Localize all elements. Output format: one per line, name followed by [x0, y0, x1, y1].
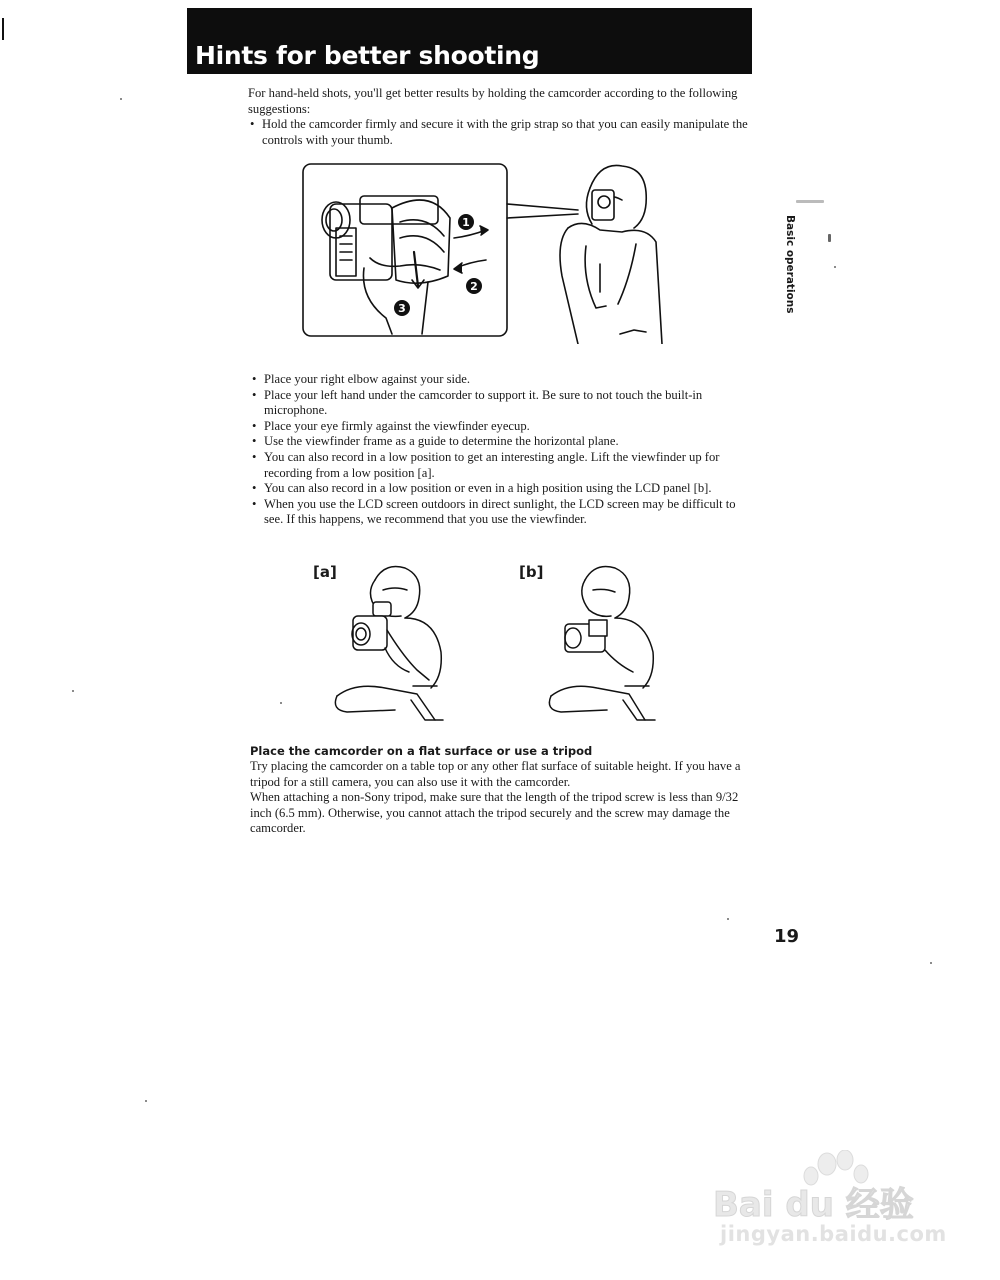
tip-left-hand: • Place your left hand under the camcorder to support it. Be sure to not touch the built-in microphone.: [250, 388, 750, 419]
tips-list: [250, 372, 750, 528]
figure-camcorder-grip: [300, 158, 670, 344]
intro-paragraph: For hand-held shots, you'll get better results by holding the camcorder according to the following suggestions:: [248, 86, 738, 116]
bullet-grip-strap: • Hold the camcorder firmly and secure it with the grip strap so that you can easily manipulate the controls with your thumb.: [248, 117, 753, 148]
tripod-paragraph-2: When attaching a non-Sony tripod, make sure that the length of the tripod screw is less than 9/32 inch (6.5 mm). Otherwise, you cannot attach the tripod securely and the screw may damage the camcorder.: [250, 790, 739, 836]
figure-a-illustration: [325, 560, 450, 722]
tripod-section: [250, 744, 752, 837]
figure-b-label: [b]: [519, 563, 544, 581]
baidu-watermark-logo: [705, 1150, 985, 1270]
watermark-url: jingyan.baidu.com: [720, 1222, 947, 1246]
callout-2: 2: [470, 280, 478, 293]
figure-b-illustration: [545, 560, 660, 722]
tips-list-block: [250, 372, 750, 528]
callout-3: 3: [398, 302, 406, 315]
figure-a-label: [a]: [313, 563, 337, 581]
tip-horizontal: • Use the viewfinder frame as a guide to determine the horizontal plane.: [250, 434, 750, 450]
page-title: Hints for better shooting: [195, 41, 540, 70]
tip-eyecup: • Place your eye firmly against the viewfinder eyecup.: [250, 419, 750, 435]
side-tab: [778, 215, 800, 314]
title-bar: [187, 8, 752, 74]
watermark-logo-text: Bai du 经验: [713, 1185, 914, 1225]
tip-low-position: • You can also record in a low position to get an interesting angle. Lift the viewfinder up for recording from a low position [a].: [250, 450, 750, 481]
tip-sunlight: • When you use the LCD screen outdoors in direct sunlight, the LCD screen may be difficult to see. If this happens, we recommend that you use the viewfinder.: [250, 497, 750, 528]
tip-elbow: • Place your right elbow against your side.: [250, 372, 750, 388]
callout-line: [507, 204, 578, 210]
page-edge-rule: [2, 18, 4, 40]
callout-1: 1: [462, 216, 470, 229]
tripod-paragraph-1: Try placing the camcorder on a table top or any other flat surface of suitable height. If you have a tripod for a still camera, you can also use it with the camcorder.: [250, 759, 741, 789]
intro-block: [248, 86, 753, 148]
tip-lcd-panel: • You can also record in a low position or even in a high position using the LCD panel [b].: [250, 481, 750, 497]
tripod-heading: Place the camcorder on a flat surface or use a tripod: [250, 744, 593, 758]
side-tab-label: Basic operations: [784, 215, 796, 314]
intro-bullets: [248, 117, 753, 148]
page-number: 19: [774, 926, 800, 947]
